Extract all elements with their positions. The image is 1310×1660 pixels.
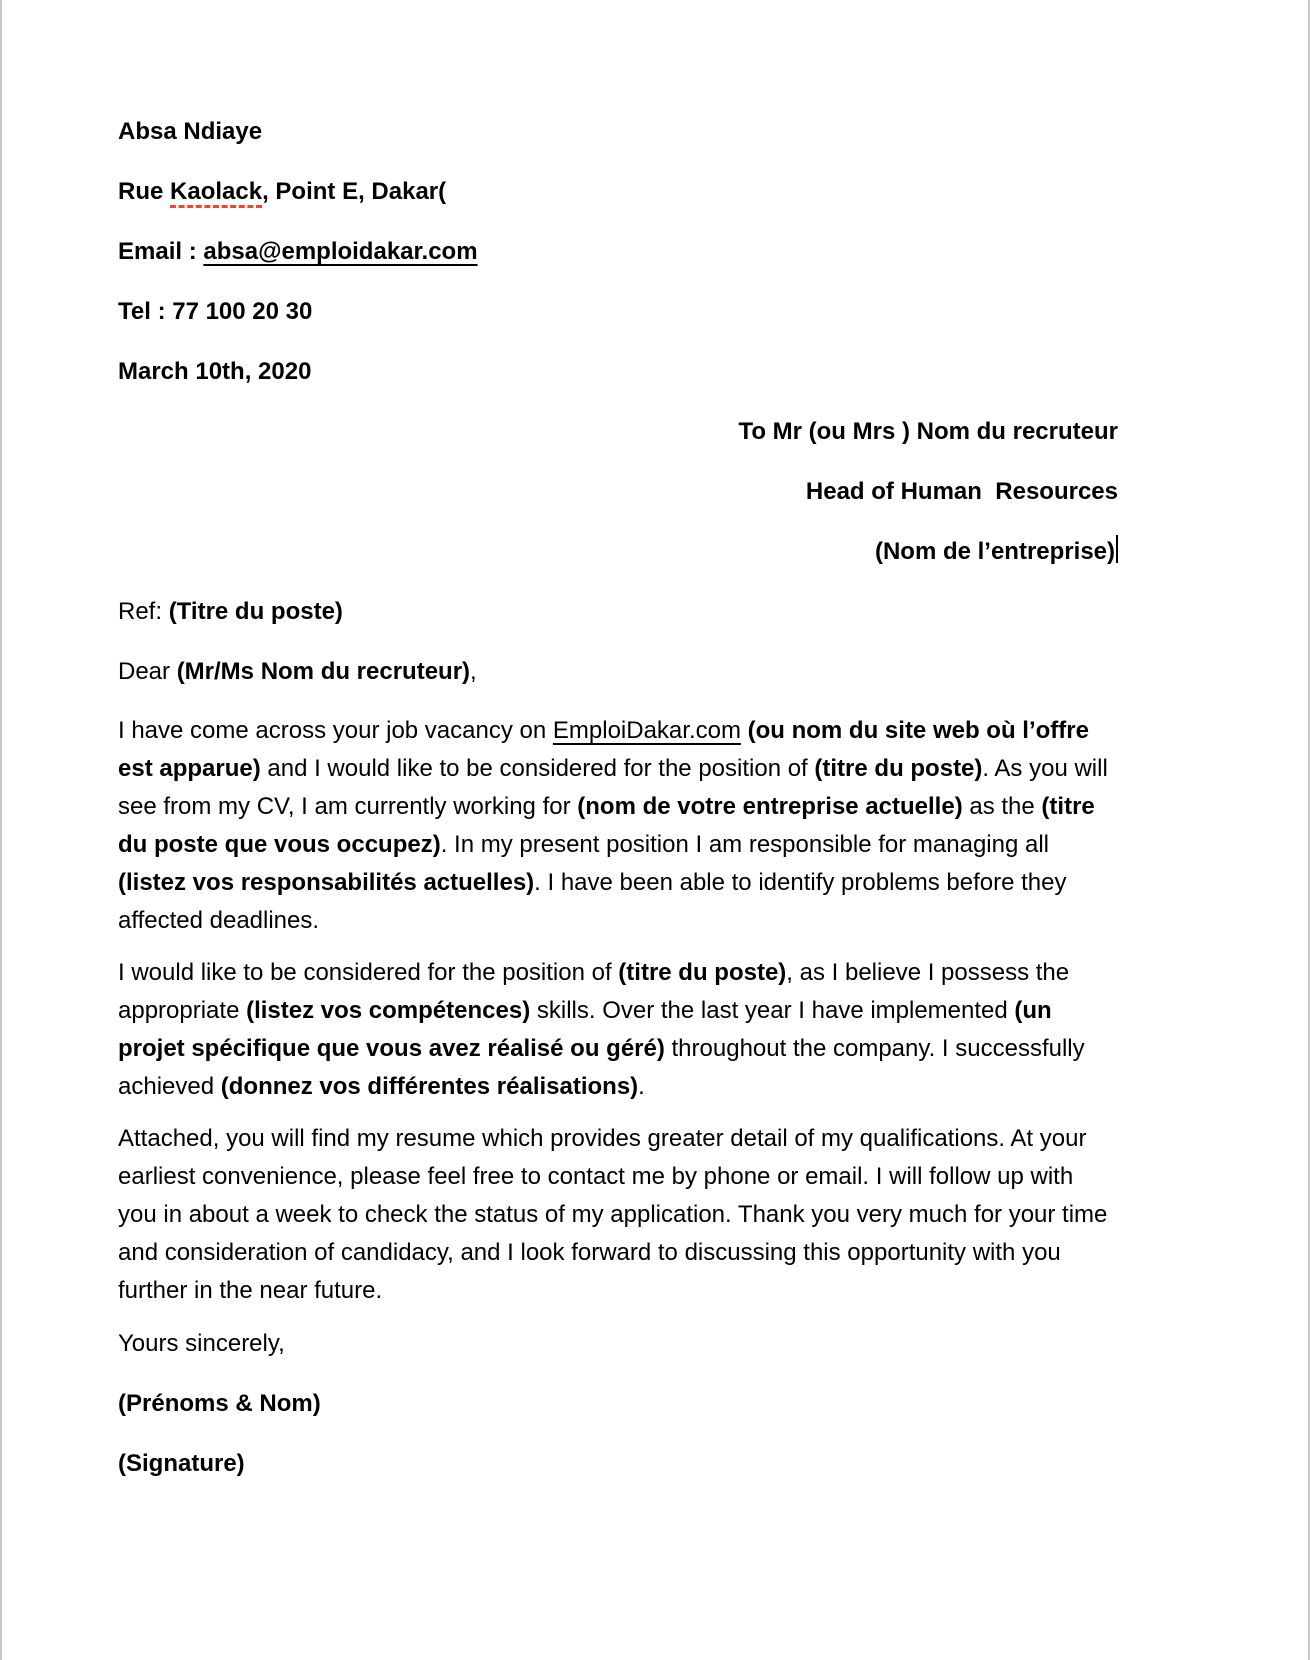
text-run: skills. Over the last year I have implemented <box>530 997 1015 1024</box>
website-link[interactable]: EmploiDakar.com <box>552 717 741 744</box>
salutation-line <box>118 652 1118 692</box>
text-run: (ou nom du site web où l’offre est apparue) <box>118 717 1096 782</box>
text-run: (titre du poste que vous occupez) <box>118 793 1102 858</box>
text-run: (nom de votre entreprise actuelle) <box>577 793 963 820</box>
misspelled-word: Kaolack <box>170 178 262 208</box>
letter-content <box>2 0 1118 1484</box>
text-run: (titre du poste) <box>618 959 787 986</box>
text-run: (Prénoms & Nom) <box>118 1390 321 1417</box>
recipient-company-placeholder <box>875 538 1115 565</box>
sender-email-line <box>118 232 1118 272</box>
text-run: (un projet spécifique que vous avez réalisé ou géré) <box>118 997 1059 1062</box>
text-run: March 10th, 2020 <box>118 358 312 385</box>
signature-placeholder <box>118 1444 1118 1484</box>
text-run: Head of Human Resources <box>805 478 1118 505</box>
body-paragraph-1 <box>118 712 1118 940</box>
text-run: Email : <box>118 238 204 265</box>
reference-line <box>118 592 1118 632</box>
text-run: (Nom de l’entreprise) <box>874 538 1115 565</box>
text-run: To Mr (ou Mrs ) Nom du recruteur <box>738 418 1118 445</box>
sender-address <box>118 172 1118 212</box>
text-run: I have come across your job vacancy on <box>118 717 553 744</box>
text-run: (donnez vos différentes réalisations) <box>220 1073 639 1100</box>
text-run: Rue <box>118 178 171 205</box>
text-run: (Titre du poste) <box>168 598 343 625</box>
text-run: Tel : 77 100 20 30 <box>118 298 313 325</box>
text-run: , as I believe I possess the appropriate <box>118 959 1076 1024</box>
text-run: . <box>638 1073 645 1100</box>
text-run: Yours sincerely, <box>118 1330 285 1357</box>
text-run: (Signature) <box>118 1450 245 1477</box>
text-run: . As you will see from my CV, I am currently working for <box>118 755 1115 820</box>
valediction-line <box>118 1324 1118 1364</box>
text-run: and I would like to be considered for the position of <box>260 755 815 782</box>
text-run: (titre du poste) <box>814 755 983 782</box>
sender-tel-line <box>118 292 1118 332</box>
text-run: Absa Ndiaye <box>118 118 263 145</box>
text-run: I would like to be considered for the position of <box>118 959 619 986</box>
body-paragraph-2 <box>118 954 1118 1106</box>
text-run: Ref: <box>118 598 169 625</box>
text-run: (listez vos compétences) <box>246 997 531 1024</box>
email-link[interactable]: absa@emploidakar.com <box>203 238 478 265</box>
body-paragraph-3 <box>118 1120 1118 1310</box>
text-run: . In my present position I am responsible for managing all <box>440 831 1056 858</box>
letter-date <box>118 352 1118 392</box>
text-run: , <box>470 658 477 685</box>
text-cursor <box>1116 535 1118 563</box>
text-run: Dear <box>118 658 177 685</box>
text-run <box>741 717 748 744</box>
text-run: throughout the company. I successfully achieved <box>118 1035 1092 1100</box>
text-run: Attached, you will find my resume which provides greater detail of my qualifications. At your earliest convenience, please feel free to contact me by phone or email. I will follow up with you in about a week to check the status of my application. Thank you very much for your time and consideration of candidacy, and I look forward to discussing this opportunity with you further in the near future. <box>118 1125 1115 1304</box>
text-run: . I have been able to identify problems before they affected deadlines. <box>118 869 1074 934</box>
text-run: (Mr/Ms Nom du recruteur) <box>176 658 471 685</box>
recipient-line-1 <box>118 412 1118 452</box>
text-run: (listez vos responsabilités actuelles) <box>118 869 535 896</box>
text-run: , Point E, Dakar( <box>262 178 447 205</box>
sender-name <box>118 112 1118 152</box>
recipient-line-3 <box>118 532 1118 572</box>
signer-name-placeholder <box>118 1384 1118 1424</box>
text-run: as the <box>962 793 1042 820</box>
recipient-line-2 <box>118 472 1118 512</box>
